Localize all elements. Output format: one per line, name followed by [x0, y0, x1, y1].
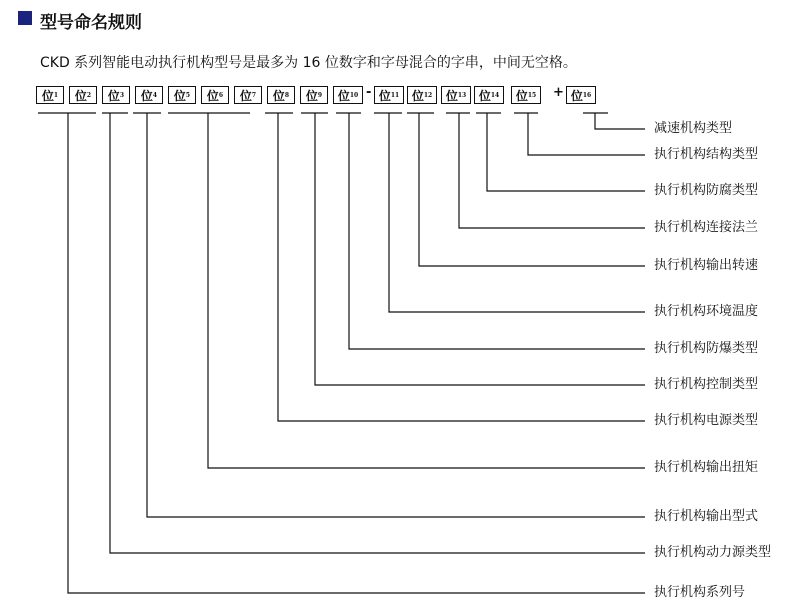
desc-power-source: 执行机构动力源类型 [654, 545, 772, 560]
pos-label: 位 [272, 88, 285, 103]
pos-number: 4 [152, 91, 158, 99]
desc-output-form: 执行机构输出型式 [654, 509, 759, 524]
pos-number: 14 [490, 91, 500, 99]
connector-power-type [278, 113, 645, 421]
pos-number: 11 [390, 91, 400, 99]
pos-number: 12 [423, 91, 433, 99]
pos-label: 位 [411, 88, 424, 103]
connector-output-torque [208, 113, 645, 468]
plus-separator: + [553, 85, 564, 100]
pos-label: 位 [337, 88, 350, 103]
desc-power-type: 执行机构电源类型 [654, 413, 759, 428]
connector-reduction-type [595, 113, 645, 129]
connector-output-form [147, 113, 645, 517]
pos-label: 位 [445, 88, 458, 103]
pos-label: 位 [74, 88, 87, 103]
pos-number: 6 [218, 91, 224, 99]
page-title: 型号命名规则 [40, 13, 142, 33]
desc-anticorrosion-type: 执行机构防腐类型 [654, 183, 759, 198]
pos-number: 8 [284, 91, 290, 99]
pos-label: 位 [305, 88, 318, 103]
desc-structure-type: 执行机构结构类型 [654, 147, 759, 162]
pos-label: 位 [41, 88, 54, 103]
desc-series-number: 执行机构系列号 [654, 585, 746, 600]
connector-power-source [110, 113, 645, 553]
pos-label: 位 [570, 88, 583, 103]
pos-label: 位 [378, 88, 391, 103]
connector-control-type [315, 113, 645, 385]
connector-ambient-temp [389, 113, 645, 312]
desc-control-type: 执行机构控制类型 [654, 377, 759, 392]
connector-output-speed [419, 113, 645, 266]
pos-number: 5 [185, 91, 191, 99]
pos-number: 10 [349, 91, 359, 99]
connector-series-number [68, 113, 645, 593]
intro-text: CKD 系列智能电动执行机构型号是最多为 16 位数字和字母混合的字串，中间无空格。 [40, 55, 577, 71]
pos-label: 位 [239, 88, 252, 103]
desc-output-torque: 执行机构输出扭矩 [654, 460, 759, 475]
pos-label: 位 [107, 88, 120, 103]
pos-label: 位 [173, 88, 186, 103]
desc-reduction-type: 减速机构类型 [654, 121, 733, 136]
pos-number: 1 [53, 91, 59, 99]
pos-label: 位 [206, 88, 219, 103]
pos-number: 13 [457, 91, 467, 99]
connector-anticorrosion-type [487, 113, 645, 191]
desc-output-speed: 执行机构输出转速 [654, 258, 759, 273]
pos-label: 位 [140, 88, 153, 103]
pos-label: 位 [515, 88, 528, 103]
connector-structure-type [528, 113, 645, 155]
pos-number: 15 [527, 91, 537, 99]
pos-label: 位 [478, 88, 491, 103]
pos-number: 3 [119, 91, 125, 99]
dash-separator: - [366, 85, 372, 100]
pos-number: 9 [317, 91, 323, 99]
pos-number: 16 [582, 91, 592, 99]
connector-explosion-proof [349, 113, 645, 349]
pos-number: 7 [251, 91, 257, 99]
desc-flange: 执行机构连接法兰 [654, 220, 759, 235]
desc-ambient-temp: 执行机构环境温度 [654, 304, 759, 319]
pos-number: 2 [86, 91, 92, 99]
desc-explosion-proof: 执行机构防爆类型 [654, 341, 759, 356]
